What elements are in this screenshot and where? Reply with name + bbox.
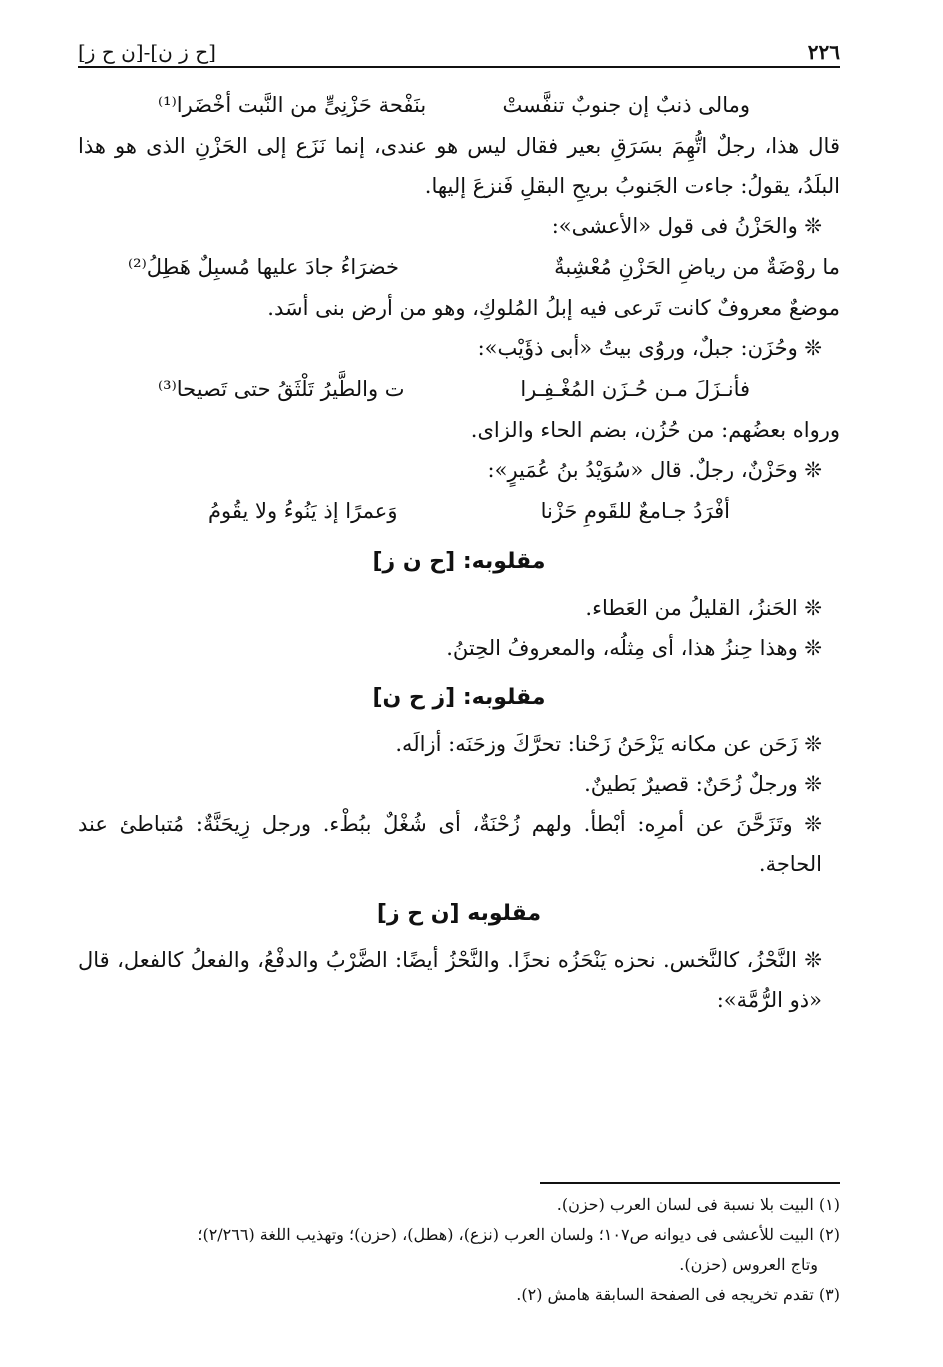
paragraph: قال هذا، رجلٌ اتُّهِمَ بسَرَقِ بعير فقال ليس هو عندى، إنما نَزَع إلى الحَزْنِ الذى هو هذا البلَدُ، يقولُ: جاءت الجَنوبُ بريحِ البقلِ فَنزعَ إليها. <box>78 134 840 198</box>
verse-line <box>78 84 840 126</box>
paragraph: ورواه بعضُهم: من حُزُن، بضم الحاء والزاى. <box>470 418 840 442</box>
entry: ❊ والحَزْنُ فى قول «الأعشى»: <box>551 214 822 238</box>
verse-hemistich-right: ومالى ذنبٌ إن جنوبٌ تنفَّستْ <box>502 93 750 117</box>
footnote: (٣) تقدم تخريجه فى الصفحة السابقة هامش (٢). <box>516 1285 840 1304</box>
main-text <box>78 84 840 1020</box>
footnote: (١) البيت بلا نسبة فى لسان العرب (حزن). <box>556 1195 840 1214</box>
footnote-continuation: وتاج العروس (حزن). <box>679 1255 818 1274</box>
verse-line <box>78 368 840 410</box>
page-header <box>78 40 840 68</box>
verse-hemistich-right: فأنـزَلَ مـن حُـزَن المُغْـفِـرا <box>520 377 750 401</box>
paragraph: موضعٌ معروفٌ كانت تَرعى فيه إبلُ المُلوكِ، وهو من أرض بنى أسَد. <box>267 296 840 320</box>
section-heading: مقلوبه: [ز ح ن] <box>372 685 546 710</box>
verse-hemistich-right: ما روْضَةٌ من رياضِ الحَزْنِ مُعْشِبةٌ <box>554 255 840 279</box>
entry: ❊ وحُزَن: جبلٌ، وروُى بيتُ «أبى ذؤَيْب»: <box>477 336 822 360</box>
entry: ❊ وهذا حِنزُ هذا، أى مِثلُه، والمعروفُ الحِتنُ. <box>446 636 822 660</box>
footnotes <box>78 1190 840 1310</box>
footnote: (٢) البيت للأعشى فى ديوانه ص١٠٧؛ ولسان العرب (نزع)، (هطل)، (حزن)؛ وتهذيب اللغة (٢/٢٦٦)؛ <box>197 1225 840 1244</box>
entry: ❊ وتَزَحَّنَ عن أمرِه: أبْطأ. ولهم زُحْنَةٌ، أى شُغْلٌ ببُطْء. ورجل زِيحَنَّةٌ: مُتباطئ عند الحاجة. <box>78 812 822 876</box>
verse-line <box>78 246 840 288</box>
verse-hemistich-left: خضرَاءُ جادَ عليها مُسبِلٌ هَطِلُ⁽²⁾ <box>128 255 399 279</box>
footnote-rule <box>540 1182 840 1184</box>
page <box>78 40 840 1340</box>
entry: ❊ ورجلٌ زُحَنٌ: قصيرٌ بَطينٌ. <box>584 772 822 796</box>
verse-hemistich-left: وَعمرًا إذ يَنُوءُ ولا يقُومُ <box>208 499 398 523</box>
running-head: [ح ز ن]-[ن ح ز] <box>78 40 216 64</box>
verse-line <box>78 490 840 532</box>
entry: ❊ وحَزْنٌ، رجلٌ. قال «سُوَيْدُ بنُ عُمَيرٍ»: <box>487 458 822 482</box>
page-number: ٢٢٦ <box>807 40 840 64</box>
entry: ❊ النَّحْزُ، كالنَّخس. نحزه يَنْحَزُه نحزًا. والنَّحْزُ أيضًا: الضَّرْبُ والدفْعُ، والفعلُ كالفعل، قال «ذو الرُّمَّة»: <box>78 948 822 1012</box>
verse-hemistich-right: أفْرَدُ جـامعٌ للقَومِ حَزْنا <box>540 499 730 523</box>
entry: ❊ زَحَن عن مكانه يَزْحَنُ زَحْنا: تحرَّكَ وزحَنَه: أزالَه. <box>395 732 822 756</box>
verse-hemistich-left: بنَفْحة حَزْنِىٍّ من النَّبت أخْضَرا⁽¹⁾ <box>158 93 427 117</box>
verse-hemistich-left: ت والطَّيرُ تَلْثَقُ حتى تَصيحا⁽³⁾ <box>158 377 405 401</box>
section-heading: مقلوبه: [ح ن ز] <box>372 549 546 574</box>
entry: ❊ الحَنزُ، القليلُ من العَطاء. <box>585 596 822 620</box>
section-heading: مقلوبه [ن ح ز] <box>376 901 542 926</box>
